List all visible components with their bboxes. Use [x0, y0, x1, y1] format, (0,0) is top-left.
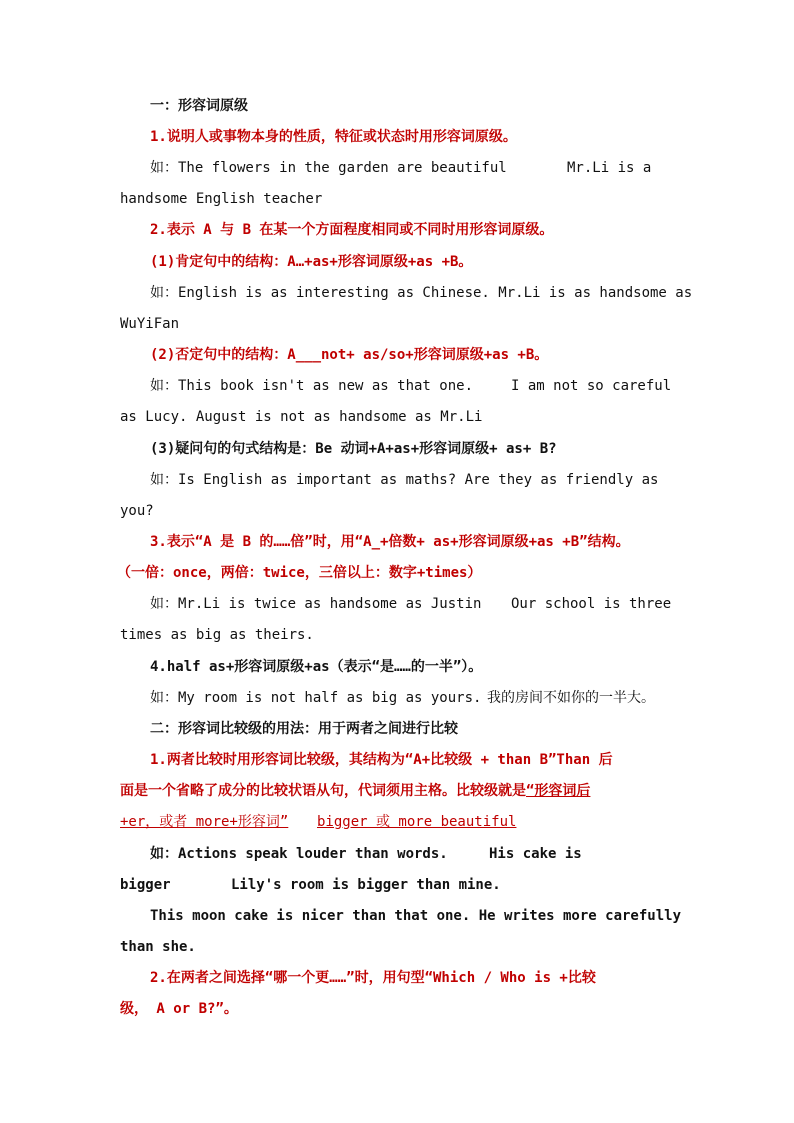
- example-2-3b: you?: [120, 503, 154, 519]
- comparative-example-c: bigger: [120, 877, 171, 893]
- example-2-1a: 如：English is as interesting as Chinese. Mr.Li is as handsome as: [150, 285, 693, 301]
- rule-1: 1.说明人或事物本身的性质，特征或状态时用形容词原级。: [150, 129, 517, 145]
- example-1a: 如：The flowers in the garden are beautiful: [150, 160, 507, 176]
- rule-2-3: (3)疑问句的句式结构是：Be 动词+A+as+形容词原级+ as+ B?: [150, 441, 557, 457]
- rule-2-1: (1)肯定句中的结构：A…+as+形容词原级+as +B。: [150, 254, 473, 270]
- example-4a: 如：My room is not half as big as yours.: [150, 690, 482, 706]
- example-2-2c: as Lucy. August is not as handsome as Mr.Li: [120, 409, 483, 425]
- section-2-title: 二：形容词比较级的用法：用于两者之间进行比较: [150, 721, 458, 737]
- comparative-rule-2b: 级， A or B?”。: [120, 1001, 238, 1017]
- comparative-example-f: than she.: [120, 939, 196, 955]
- comparative-rule-2a: 2.在两者之间选择“哪一个更……”时，用句型“Which / Who is +比较: [150, 970, 596, 986]
- rule-4: 4.half as+形容词原级+as（表示“是……的一半”）。: [150, 659, 483, 675]
- example-1c: handsome English teacher: [120, 191, 323, 207]
- comparative-rule-1b-underlined: “形容词后: [526, 783, 591, 799]
- comparative-rule-1c: +er，或者 more+形容词”: [120, 814, 289, 830]
- comparative-example-e: This moon cake is nicer than that one. He writes more carefully: [150, 908, 682, 924]
- rule-3: 3.表示“A 是 B 的……倍”时，用“A_+倍数+ as+形容词原级+as +B”结构。: [150, 534, 630, 550]
- rule-3-note: （一倍：once，两倍：twice，三倍以上：数字+times）: [117, 565, 482, 581]
- comparative-rule-1d: bigger 或 more beautiful: [317, 814, 517, 830]
- rule-2-2: (2)否定句中的结构：A___not+ as/so+形容词原级+as +B。: [150, 347, 549, 363]
- example-1b: Mr.Li is a: [567, 160, 652, 176]
- example-2-3a: 如：Is English as important as maths? Are they as friendly as: [150, 472, 659, 488]
- comparative-example-b: His cake is: [489, 846, 582, 862]
- section-1-title: 一：形容词原级: [150, 98, 248, 114]
- example-2-1b: WuYiFan: [120, 316, 180, 332]
- comparative-rule-1b: [120, 782, 590, 800]
- comparative-rule-1a: 1.两者比较时用形容词比较级，其结构为“A+比较级 + than B”Than 后: [150, 752, 613, 768]
- example-3a: 如：Mr.Li is twice as handsome as Justin: [150, 596, 482, 612]
- comparative-rule-1b-text: 面是一个省略了成分的比较状语从句，代词须用主格。比较级就是: [120, 783, 526, 799]
- example-2-2a: 如：This book isn't as new as that one.: [150, 378, 474, 394]
- comparative-example-a: 如：Actions speak louder than words.: [150, 846, 448, 862]
- comparative-example-d: Lily's room is bigger than mine.: [231, 877, 501, 893]
- example-3c: times as big as theirs.: [120, 627, 314, 643]
- example-3b: Our school is three: [511, 596, 672, 612]
- example-4b: 我的房间不如你的一半大。: [487, 690, 655, 706]
- rule-2: 2.表示 A 与 B 在某一个方面程度相同或不同时用形容词原级。: [150, 222, 554, 238]
- example-2-2b: I am not so careful: [511, 378, 672, 394]
